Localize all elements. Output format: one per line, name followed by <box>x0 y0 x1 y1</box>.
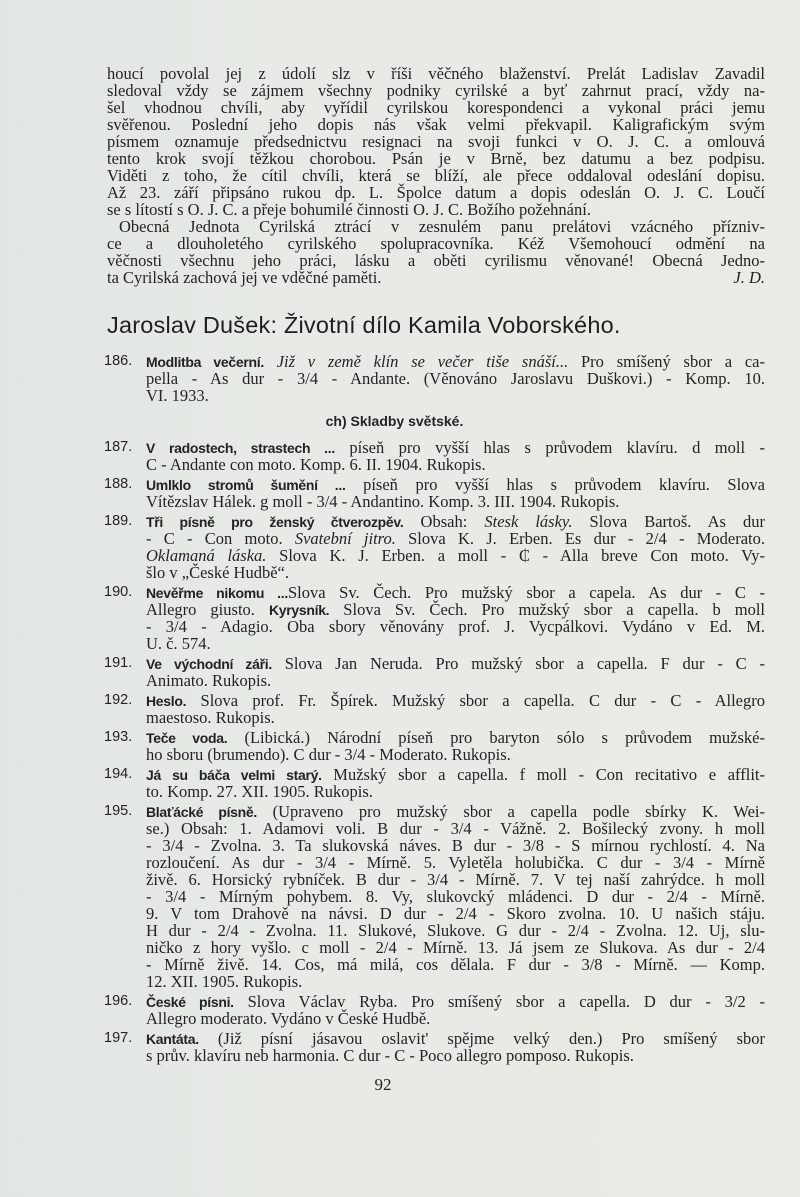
entry-title: Heslo. <box>146 693 187 709</box>
text: Až 23. září připsáno rukou dp. L. Špolce datum a dopis odeslán O. J. C. Loučí <box>107 183 765 202</box>
text: Vítězslav Hálek. g moll - 3/4 - Andantino. Komp. 3. III. 1904. Rukopis. <box>146 492 620 511</box>
entry-number: 188. <box>104 476 133 492</box>
entry-title: Kantáta. <box>146 1031 199 1047</box>
text-line <box>146 837 765 854</box>
text: ho sboru (brumendo). C dur - 3/4 - Moderato. Rukopis. <box>146 745 511 764</box>
text-line <box>146 635 765 652</box>
entry-title: Ve východní záři. <box>146 656 272 672</box>
text: H dur - 2/4 - Zvolna. 11. Slukové, Slukove. G dur - 2/4 - Zvolna. 12. Uj, slu- <box>146 921 765 940</box>
section-heading: ch) Skladby světské. <box>325 413 464 429</box>
entry-title: Tři písně pro ženský čtverozpěv. <box>146 514 404 530</box>
entry-body <box>146 476 765 510</box>
text-line <box>146 803 765 820</box>
text: 9. V tom Drahově na návsi. D dur - 2/4 - Skoro zvolna. 10. U našich stáju. <box>146 904 765 923</box>
text-line <box>146 854 765 871</box>
text: Allegro moderato. Vydáno v České Hudbě. <box>146 1009 431 1028</box>
text-line <box>146 746 765 763</box>
text-line <box>146 888 765 905</box>
text: - 3/4 - Mírným pohybem. 8. Vy, slukovcký mládenci. D dur - 2/4 - Mírně. <box>146 887 765 906</box>
text: houcí povolal jej z údolí slz v říši věčného blaženství. Prelát Ladislav Zavadil <box>107 64 765 83</box>
entry-body <box>146 513 765 581</box>
text-line <box>146 1047 765 1064</box>
text: to. Komp. 27. XII. 1905. Rukopis. <box>146 782 373 801</box>
text: šel vhodnou chvíli, aby vyřídil cyrilskou korespondenci a vykonal práci jemu <box>107 98 765 117</box>
entry-number: 193. <box>104 729 133 745</box>
text-line <box>146 476 765 493</box>
text-line <box>146 783 765 800</box>
list-item <box>104 476 765 510</box>
entry-number: 195. <box>104 803 133 819</box>
text-line <box>146 905 765 922</box>
text: (Již písní jásavou oslavit' spějme velký den.) Pro smíšený sbor <box>198 1029 765 1048</box>
text-line <box>146 973 765 990</box>
text-line <box>107 270 765 287</box>
text: Allegro giusto. <box>146 600 269 619</box>
list-item <box>104 655 765 689</box>
italic-text: Oklamaná láska. <box>146 546 267 565</box>
entry-number: 190. <box>104 584 133 600</box>
text: tento krok svojí těžkou chorobou. Psán je v Brně, bez datumu a bez podpisu. <box>107 149 765 168</box>
text-line <box>146 618 765 635</box>
text-line <box>146 513 765 530</box>
list-item <box>104 353 765 404</box>
text-line <box>146 993 765 1010</box>
entry-title: Teče voda. <box>146 730 228 746</box>
list-item <box>104 584 765 652</box>
text-line <box>146 601 765 618</box>
text-line <box>146 456 765 473</box>
text-line <box>146 1030 765 1047</box>
text: - 3/4 - Zvolna. 3. Ta slukovská náves. B dur - 3/8 - S mírnou rychlostí. 4. Na <box>146 836 765 855</box>
text: Slova Sv. Čech. Pro mužský sbor a capella. b moll <box>329 600 766 619</box>
text: (Libická.) Národní píseň pro baryton sólo s průvodem mužské- <box>227 728 765 747</box>
text: sledoval vždy se zájmem všechny podniky cyrilské a byť zahrnut prací, vždy na- <box>107 81 765 100</box>
italic-text: Již v země klín se večer tiše snáší... <box>263 352 569 371</box>
entry-body <box>146 439 765 473</box>
text-line <box>146 939 765 956</box>
entry-body <box>146 353 765 404</box>
works-list <box>104 353 765 1067</box>
list-item <box>104 729 765 763</box>
text: - 3/4 - Adagio. Oba sbory věnovány prof. J. Vycpálkovi. Vydáno v Ed. M. <box>146 617 765 636</box>
text: U. č. 574. <box>146 634 211 653</box>
paragraph <box>107 219 765 287</box>
text: Viděti z toho, že cítil chvíli, která se blíží, ale přece oddaloval odeslání dopisu. <box>107 166 765 185</box>
text-line <box>146 820 765 837</box>
article-heading: Jaroslav Dušek: Životní dílo Kamila Voborského. <box>107 312 621 338</box>
entry-body <box>146 766 765 800</box>
entry-body <box>146 584 765 652</box>
text-line <box>146 956 765 973</box>
list-item <box>104 439 765 473</box>
text: Obsah: <box>403 512 485 531</box>
text: ničko z hory vyšlo. c moll - 2/4 - Mírně. 13. Já jsem ze Slukova. As dur - 2/4 <box>146 938 765 957</box>
list-item <box>104 803 765 990</box>
text-line <box>146 439 765 456</box>
text-line <box>146 672 765 689</box>
text: C - Andante con moto. Komp. 6. II. 1904. Rukopis. <box>146 455 486 474</box>
text-line <box>146 530 765 547</box>
text: Slova prof. Fr. Špírek. Mužský sbor a capella. C dur - C - Allegro <box>186 691 765 710</box>
text: Slova Bartoš. As dur <box>572 512 765 531</box>
text: šlo v „České Hudbě“. <box>146 563 289 582</box>
entry-number: 187. <box>104 439 133 455</box>
text: písmem oznamuje předsednictvu resignaci na svoji funkci v O. J. C. a omlouvá <box>107 132 765 151</box>
text: Slova K. J. Erben. a moll - ₵ - Alla breve Con moto. Vy- <box>266 546 765 565</box>
text-line <box>146 493 765 510</box>
entry-body <box>146 655 765 689</box>
text: věčnosti všechnu jeho práci, lásku a oběti cyrilismu věnované! Obecná Jedno- <box>107 251 765 270</box>
text-line <box>146 564 765 581</box>
entry-number: 197. <box>104 1030 133 1046</box>
paragraph <box>107 66 765 219</box>
text-line <box>146 584 765 601</box>
text: píseň pro vyšší hlas s průvodem klavíru. Slova <box>345 475 765 494</box>
text: Slova K. J. Erben. Es dur - 2/4 - Moderato. <box>395 529 765 548</box>
text: (Upraveno pro mužský sbor a capella podle sbírky K. Wei- <box>257 802 765 821</box>
text-line <box>146 766 765 783</box>
list-item <box>104 993 765 1027</box>
entry-title: Já su báča velmi starý. <box>146 767 322 783</box>
text-line <box>146 922 765 939</box>
entry-body <box>146 803 765 990</box>
italic-text: Stesk lásky. <box>484 512 573 531</box>
obituary-text <box>107 66 765 287</box>
text: Mužský sbor a capella. f moll - Con recitativo e afflit- <box>321 765 765 784</box>
entry-title: Kyrysník. <box>268 602 330 618</box>
text-line <box>146 353 765 370</box>
entry-number: 189. <box>104 513 133 529</box>
signature: J. D. <box>733 268 765 287</box>
text: Slova Sv. Čech. Pro mužský sbor a capela. As dur - C - <box>287 583 766 602</box>
entry-title: Modlitba večerní. <box>146 354 264 370</box>
entry-number: 196. <box>104 993 133 1009</box>
entry-title: České písni. <box>146 994 234 1010</box>
entry-title: V radostech, strastech ... <box>146 440 335 456</box>
text: se.) Obsah: 1. Adamovi voli. B dur - 3/4 - Vážně. 2. Bošilecký zvony. h moll <box>146 819 765 838</box>
text: Obecná Jednota Cyrilská ztrácí v zesnulém panu prelátovi vzácného přízniv- <box>119 217 765 236</box>
entry-title: Umlklo stromů šumění ... <box>146 477 346 493</box>
entry-number: 186. <box>104 353 133 369</box>
text: s prův. klavíru neb harmonia. C dur - C - Poco allegro pomposo. Rukopis. <box>146 1046 634 1065</box>
text: Animato. Rukopis. <box>146 671 272 690</box>
text: 12. XII. 1905. Rukopis. <box>146 972 303 991</box>
list-item <box>104 1030 765 1064</box>
text: Pro smíšený sbor a ca- <box>568 352 766 371</box>
text: píseň pro vyšší hlas s průvodem klavíru. d moll - <box>334 438 766 457</box>
entry-title: Nevěřme nikomu ... <box>146 585 288 601</box>
text-line <box>146 1010 765 1027</box>
entry-title: Blaťácké písně. <box>146 804 257 820</box>
text-line <box>146 655 765 672</box>
text-line <box>146 871 765 888</box>
text-line <box>146 547 765 564</box>
text: ce a dlouholetého cyrilského spolupracovníka. Kéž Všemohoucí odmění na <box>107 234 765 253</box>
text: živě. 6. Horsický rybníček. B dur - 3/4 - Mírně. 7. V tej naší zahrýdce. h moll <box>146 870 765 889</box>
text-line <box>146 370 765 387</box>
italic-text: Svatební jitro. <box>294 529 396 548</box>
text-line <box>146 692 765 709</box>
entry-body <box>146 729 765 763</box>
list-item <box>104 513 765 581</box>
text: se s lítostí s O. J. C. a přeje bohumilé činnosti O. J. C. Božího požehnání. <box>107 200 591 219</box>
text: ta Cyrilská zachová jej ve vděčné paměti. <box>107 268 382 287</box>
list-item <box>104 766 765 800</box>
text-line <box>146 387 765 404</box>
entry-body <box>146 1030 765 1064</box>
entry-number: 192. <box>104 692 133 708</box>
text-line <box>146 709 765 726</box>
text: Slova Jan Neruda. Pro mužský sbor a capella. F dur - C - <box>271 654 765 673</box>
text: VI. 1933. <box>146 386 209 405</box>
entry-body <box>146 993 765 1027</box>
text: svěřenou. Poslední jeho dopis nás však velmi překvapil. Kaligrafickým svým <box>107 115 765 134</box>
text: - C - Con moto. <box>146 529 295 548</box>
page-number: 92 <box>374 1075 392 1094</box>
text: pella - As dur - 3/4 - Andante. (Věnováno Jaroslavu Duškovi.) - Komp. 10. <box>146 369 765 388</box>
text: - Mírně živě. 14. Cos, má milá, cos dělala. F dur - 3/8 - Mírně. — Komp. <box>146 955 765 974</box>
text: rozloučení. As dur - 3/4 - Mírně. 5. Vyletěla holubička. C dur - 3/4 - Mírně <box>146 853 765 872</box>
entry-number: 194. <box>104 766 133 782</box>
entry-number: 191. <box>104 655 133 671</box>
text: Slova Václav Ryba. Pro smíšený sbor a capella. D dur - 3/2 - <box>233 992 765 1011</box>
entry-body <box>146 692 765 726</box>
list-item <box>104 692 765 726</box>
text-line <box>146 729 765 746</box>
text: maestoso. Rukopis. <box>146 708 275 727</box>
